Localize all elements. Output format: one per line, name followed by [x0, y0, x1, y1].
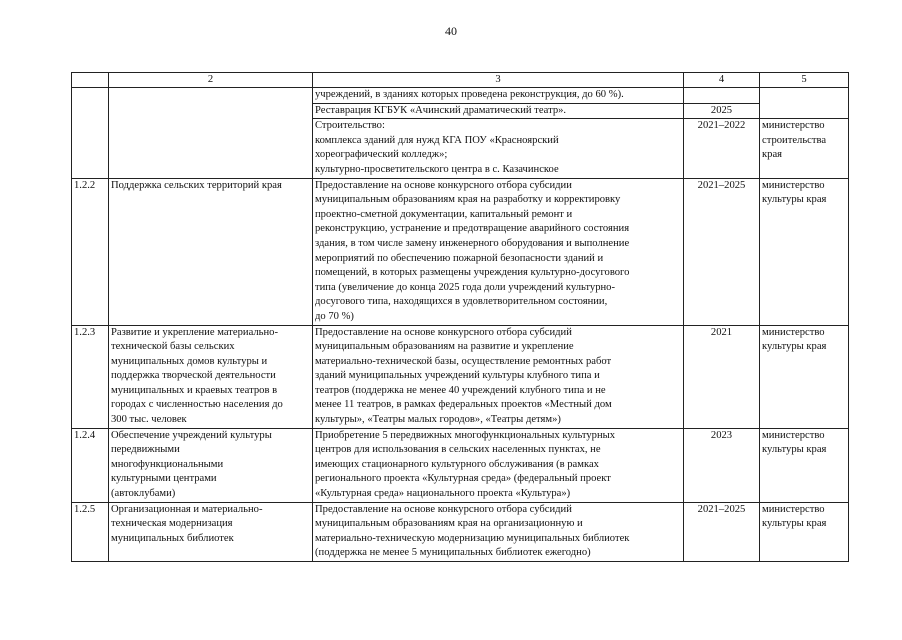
activity-description-line: муниципальным образованиям края на разработку и корректировку — [315, 194, 621, 206]
activity-description-line: Предоставление на основе конкурсного отбора субсидий — [315, 326, 572, 338]
responsible-executor-line: культуры края — [762, 341, 827, 353]
activity-name — [109, 88, 313, 104]
activity-description-line: здания, в том числе замену инженерного оборудования и выполнение — [315, 237, 630, 249]
activity-description-line: культуры», «Театры малых городов», «Театры детям») — [315, 414, 561, 426]
page-number: 40 — [445, 24, 457, 38]
row-number: 1.2.2 — [72, 178, 109, 325]
implementation-period: 2021–2025 — [684, 502, 760, 561]
table-row — [72, 178, 849, 325]
activity-name-line: муниципальных и краевых театров в — [111, 384, 278, 396]
activity-name-line: городах с численностью населения до — [111, 399, 283, 411]
activity-description-line: проектно-сметной документации, капитальный ремонт и — [315, 208, 573, 220]
activity-name-line: многофункциональными — [111, 458, 224, 470]
responsible-executor — [760, 103, 849, 119]
row-number — [72, 119, 109, 178]
activity-description-line: менее 11 театров, в рамках федеральных проектов «Местный дом — [315, 399, 612, 411]
implementation-period: 2021–2022 — [684, 119, 760, 178]
responsible-executor-line: министерство — [762, 326, 825, 338]
activity-description-line: Приобретение 5 передвижных многофункциональных культурных — [315, 429, 616, 441]
activity-name — [109, 178, 313, 325]
activity-description-line: реконструкцию, устранение и предотвращение аварийного состояния — [315, 223, 630, 235]
activity-description-line: Строительство: — [315, 120, 385, 132]
responsible-executor — [760, 178, 849, 325]
responsible-executor-line: министерство — [762, 179, 825, 191]
activity-name — [109, 502, 313, 561]
header-col-2: 2 — [109, 73, 313, 88]
activity-description-line: муниципальным образованиям на развитие и укрепление — [315, 341, 574, 353]
activity-description-line: типа (увеличение до конца 2025 года доли учреждений культурно- — [315, 281, 616, 293]
activity-name-line: поддержка творческой деятельности — [111, 370, 276, 382]
row-number: 1.2.5 — [72, 502, 109, 561]
responsible-executor-line: министерство — [762, 429, 825, 441]
activity-name-line: техническая модернизация — [111, 518, 233, 530]
header-col-5: 5 — [760, 73, 849, 88]
implementation-period: 2023 — [684, 428, 760, 502]
header-col-3: 3 — [313, 73, 684, 88]
activity-description-line: центров для использования в сельских населенных пунктах, не — [315, 444, 601, 456]
implementation-period — [684, 88, 760, 104]
activity-description — [313, 103, 684, 119]
table-row — [72, 88, 849, 104]
activity-description-line: Предоставление на основе конкурсного отбора субсидии — [315, 179, 572, 191]
activity-name-line: Обеспечение учреждений культуры — [111, 429, 272, 441]
activity-description-line: Реставрация КГБУК «Ачинский драматический театр». — [315, 104, 567, 116]
responsible-executor-line: министерство — [762, 503, 825, 515]
program-activities-table — [71, 72, 849, 562]
responsible-executor — [760, 428, 849, 502]
header-col-4: 4 — [684, 73, 760, 88]
activity-description-line: регионального проекта «Культурная среда» (федеральный проект — [315, 473, 611, 485]
row-number: 1.2.4 — [72, 428, 109, 502]
activity-name-line: (автоклубами) — [111, 488, 176, 500]
activity-name-line: муниципальных библиотек — [111, 532, 234, 544]
activity-description-line: досугового типа, находящихся в удовлетворительном состоянии, — [315, 296, 608, 308]
activity-name — [109, 119, 313, 178]
activity-description-line: хореографический колледж»; — [315, 149, 448, 161]
activity-description-line: комплекса зданий для нужд КГА ПОУ «Красноярский — [315, 134, 559, 146]
activity-name — [109, 103, 313, 119]
responsible-executor — [760, 88, 849, 104]
activity-description-line: до 70 %) — [315, 310, 354, 322]
table-row — [72, 325, 849, 428]
responsible-executor-line: строительства — [762, 134, 827, 146]
activity-description — [313, 178, 684, 325]
implementation-period: 2025 — [684, 103, 760, 119]
activity-description-line: имеющих стационарного культурного обслуживания (в рамках — [315, 458, 599, 470]
table-row — [72, 428, 849, 502]
activity-name-line: технической базы сельских — [111, 341, 235, 353]
activity-description-line: мероприятий по обеспечению пожарной безопасности зданий и — [315, 252, 604, 264]
responsible-executor — [760, 119, 849, 178]
activity-description-line: зданий муниципальных учреждений культуры клубного типа и — [315, 370, 600, 382]
responsible-executor-line: культуры края — [762, 518, 827, 530]
activity-description-line: (поддержка не менее 5 муниципальных библиотек ежегодно) — [315, 547, 591, 559]
activity-description-line: культурно-просветительского центра в с. Казачинское — [315, 163, 559, 175]
activity-name-line: 300 тыс. человек — [111, 414, 187, 426]
row-number — [72, 88, 109, 104]
activity-description — [313, 88, 684, 104]
activity-description-line: Предоставление на основе конкурсного отбора субсидий — [315, 503, 572, 515]
activity-description-line: муниципальным образованиям края на организационную и — [315, 518, 583, 530]
table-row — [72, 119, 849, 178]
responsible-executor — [760, 502, 849, 561]
activity-description-line: театров (поддержка не менее 40 учреждений клубного типа и не — [315, 384, 606, 396]
activity-name-line: передвижными — [111, 444, 180, 456]
table-row — [72, 502, 849, 561]
activity-name — [109, 325, 313, 428]
activity-name — [109, 428, 313, 502]
table-row — [72, 103, 849, 119]
responsible-executor-line: культуры края — [762, 444, 827, 456]
table-header-row — [72, 73, 849, 88]
responsible-executor-line: культуры края — [762, 194, 827, 206]
activity-name-line: Поддержка сельских территорий края — [111, 179, 282, 191]
activity-name-line: Развитие и укрепление материально- — [111, 326, 278, 338]
responsible-executor-line: министерство — [762, 120, 825, 132]
responsible-executor-line: края — [762, 149, 783, 161]
row-number: 1.2.3 — [72, 325, 109, 428]
activity-description — [313, 119, 684, 178]
activity-name-line: муниципальных домов культуры и — [111, 355, 268, 367]
activity-name-line: культурными центрами — [111, 473, 217, 485]
implementation-period: 2021 — [684, 325, 760, 428]
activity-description-line: «Культурная среда» национального проекта «Культура») — [315, 488, 571, 500]
activity-description — [313, 502, 684, 561]
activity-description-line: материально-техническую модернизацию муниципальных библиотек — [315, 532, 630, 544]
responsible-executor — [760, 325, 849, 428]
activity-description-line: помещений, в которых размещены учреждения культурно-досугового — [315, 267, 630, 279]
activity-description-line: учреждений, в зданиях которых проведена реконструкция, до 60 %). — [315, 89, 624, 100]
row-number — [72, 103, 109, 119]
implementation-period: 2021–2025 — [684, 178, 760, 325]
activity-description — [313, 325, 684, 428]
activity-description — [313, 428, 684, 502]
activity-description-line: материально-технической базы, осуществление ремонтных работ — [315, 355, 612, 367]
activity-name-line: Организационная и материально- — [111, 503, 263, 515]
header-col-1 — [72, 73, 109, 88]
